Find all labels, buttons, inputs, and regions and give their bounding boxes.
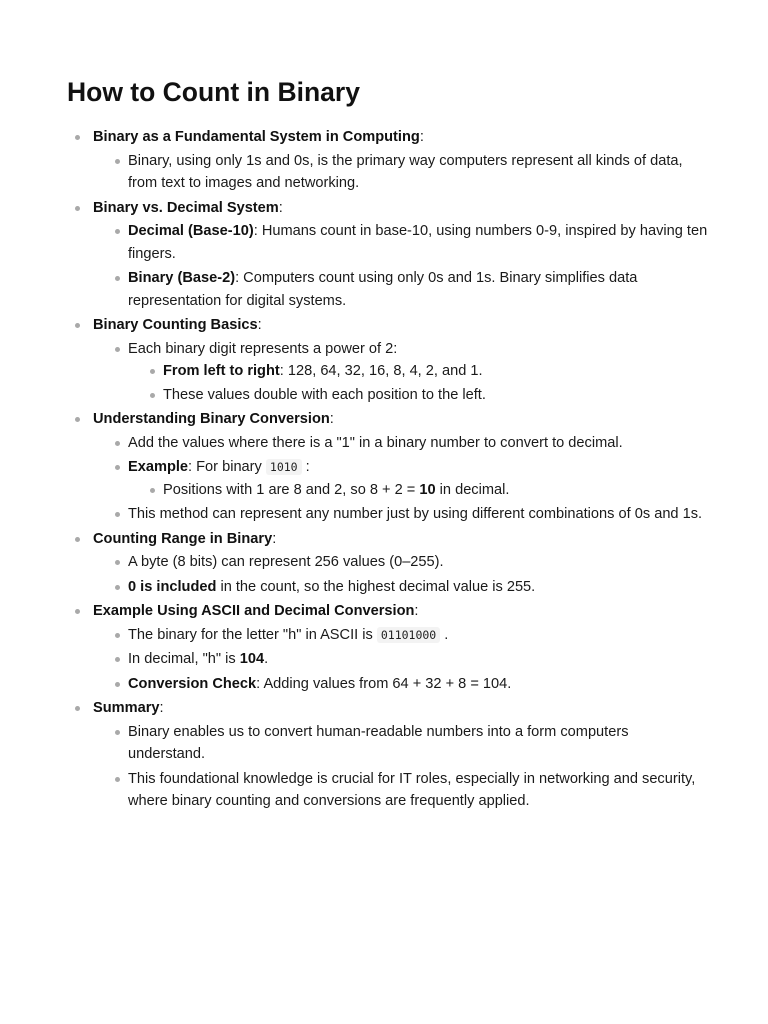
section-binary-vs-decimal: Binary vs. Decimal System: Decimal (Base-10): Humans count in base-10, using numbers 0-9, inspired by having ten fingers. Binary (Base-2): Computers count using only 0s and 1s. Binary simplifies data representation for digital systems. (67, 197, 708, 313)
section-heading: Understanding Binary Conversion (93, 411, 330, 427)
section-heading: Binary Counting Basics (93, 317, 258, 333)
inline-code: 1010 (266, 459, 302, 475)
list-item: 0 is included in the count, so the highest decimal value is 255. (93, 576, 708, 599)
section-heading: Binary vs. Decimal System (93, 199, 279, 216)
section-counting-range: Counting Range in Binary: A byte (8 bits) can represent 256 values (0–255). 0 is included in the count, so the highest decimal value is 255. (67, 528, 708, 599)
list-item: This foundational knowledge is crucial for IT roles, especially in networking and security, where binary counting and conversions are frequently applied. (93, 768, 708, 813)
page-title: How to Count in Binary (67, 77, 360, 107)
list-item: Add the values where there is a "1" in a binary number to convert to decimal. (93, 432, 708, 455)
list-item: Each binary digit represents a power of 2: From left to right: 128, 64, 32, 16, 8, 4, 2, and 1. These values double with each position to the left. (93, 338, 708, 407)
section-heading: Counting Range in Binary (93, 530, 273, 547)
section-heading: Example Using ASCII and Decimal Conversion (93, 603, 415, 619)
section-fundamental: Binary as a Fundamental System in Computing: Binary, using only 1s and 0s, is the primary way computers represent all kinds of data, from text to images and networking. (67, 126, 708, 195)
list-item: Example: For binary 1010 : Positions with 1 are 8 and 2, so 8 + 2 = 10 in decimal. (93, 456, 708, 501)
section-heading: Summary (93, 700, 160, 716)
list-item: These values double with each position to the left. (128, 384, 708, 407)
section-summary: Summary: Binary enables us to convert human-readable numbers into a form computers understand. This foundational knowledge is crucial for IT roles, especially in networking and security, where binary counting and conversions are frequently applied. (67, 697, 708, 813)
list-item: A byte (8 bits) can represent 256 values (0–255). (93, 551, 708, 574)
section-ascii-example: Example Using ASCII and Decimal Conversion: The binary for the letter "h" in ASCII is 01101000 . In decimal, "h" is 104. Conversion Check: Adding values from 64 + 32 + 8 = 104. (67, 600, 708, 695)
list-item: From left to right: 128, 64, 32, 16, 8, 4, 2, and 1. (128, 360, 708, 383)
list-item: Decimal (Base-10): Humans count in base-10, using numbers 0-9, inspired by having ten fingers. (93, 220, 708, 265)
list-item: The binary for the letter "h" in ASCII is 01101000 . (93, 624, 708, 647)
list-item: Conversion Check: Adding values from 64 + 32 + 8 = 104. (93, 673, 708, 696)
section-binary-conversion: Understanding Binary Conversion: Add the values where there is a "1" in a binary number to convert to decimal. Example: For binary 1010 : Positions with 1 are 8 and 2, so 8 + 2 = 10 in decimal. This method can represent any number just by using different combinations of 0s and 1s. (67, 408, 708, 526)
section-counting-basics: Binary Counting Basics: Each binary digit represents a power of 2: From left to right: 128, 64, 32, 16, 8, 4, 2, and 1. These values double with each position to the left. (67, 314, 708, 406)
inline-code: 01101000 (377, 627, 440, 643)
list-item: In decimal, "h" is 104. (93, 648, 708, 671)
section-heading: Binary as a Fundamental System in Computing (93, 129, 420, 145)
outline-list (67, 126, 708, 813)
list-item: Binary enables us to convert human-readable numbers into a form computers understand. (93, 721, 708, 766)
list-item: This method can represent any number just by using different combinations of 0s and 1s. (93, 503, 708, 526)
list-item: Binary, using only 1s and 0s, is the primary way computers represent all kinds of data, from text to images and networking. (93, 150, 708, 195)
list-item: Positions with 1 are 8 and 2, so 8 + 2 = 10 in decimal. (128, 479, 708, 502)
list-item: Binary (Base-2): Computers count using only 0s and 1s. Binary simplifies data representation for digital systems. (93, 267, 708, 312)
